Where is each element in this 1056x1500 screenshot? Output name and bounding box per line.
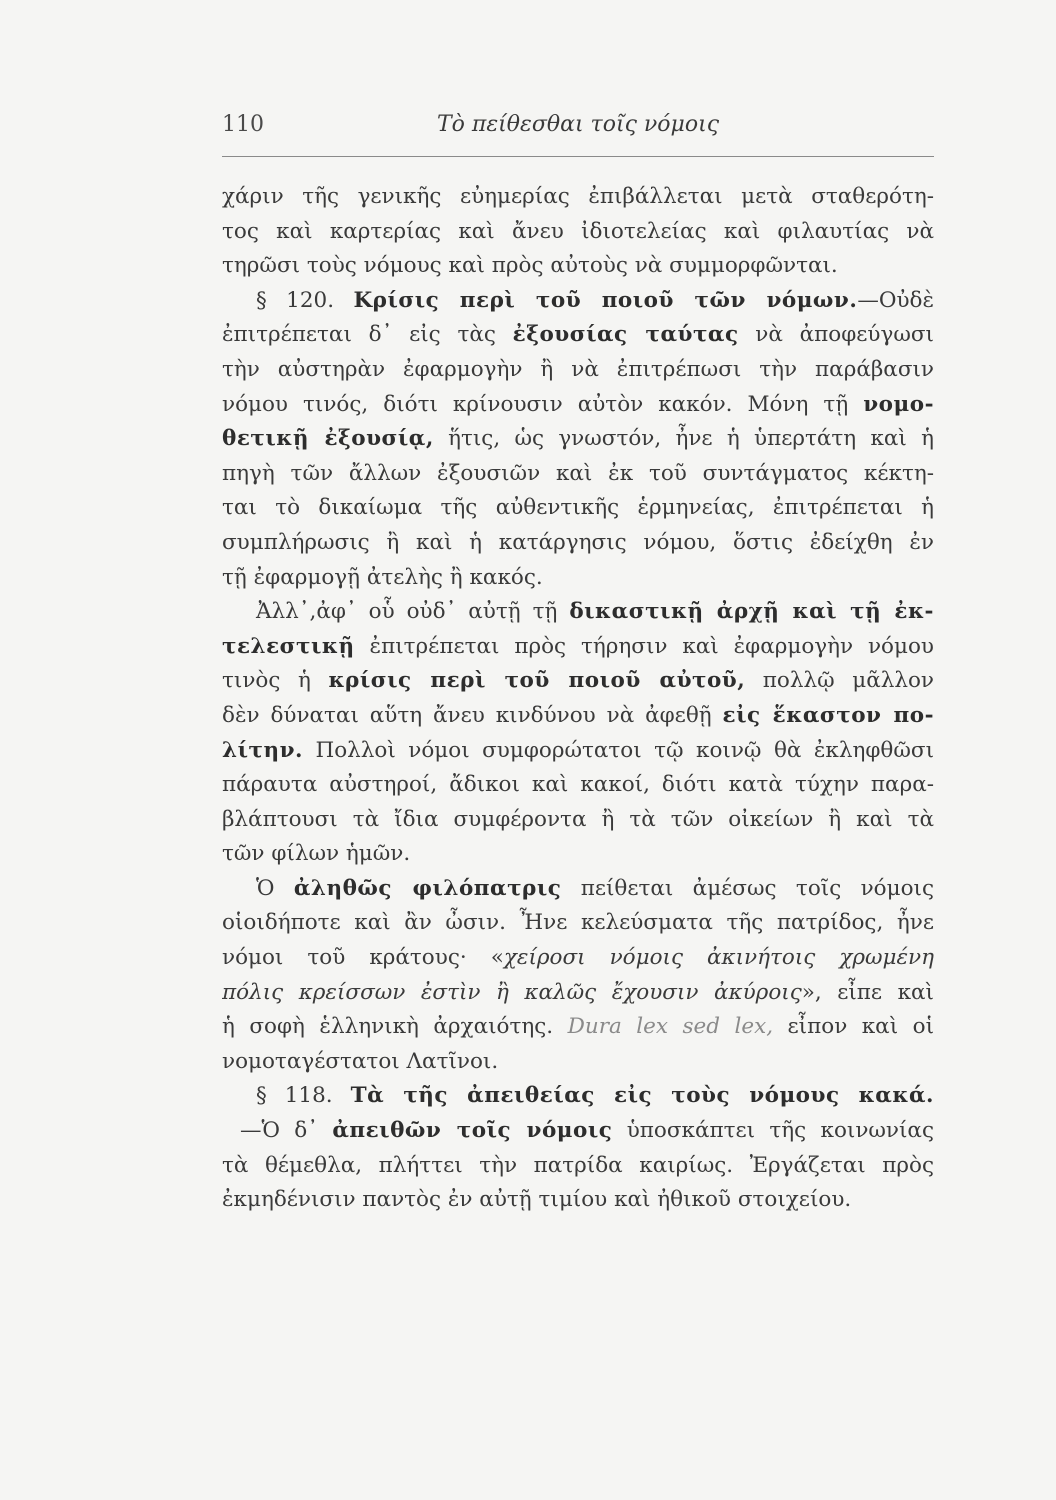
text-line — [222, 976, 934, 1011]
line-text: τηρῶσι τοὺς νόμους καὶ πρὸς αὐτοὺς νὰ συμμορφῶνται. — [222, 253, 838, 279]
italic-text: πόλις κρείσσων ἐστὶν ἢ καλῶς ἔχουσιν ἀκύροις — [222, 979, 802, 1005]
line-text: § 120. — [256, 287, 354, 313]
line-text: ὑποσκάπτει τῆς κοινωνίας — [612, 1118, 934, 1144]
page-header — [222, 112, 934, 157]
text-line — [222, 388, 934, 423]
body-text — [222, 180, 934, 1218]
line-text: νομοταγέστατοι Λατῖνοι. — [222, 1048, 499, 1074]
text-line — [222, 249, 934, 284]
text-line — [222, 595, 934, 630]
line-text: νὰ ἀποφεύγωσι — [738, 322, 934, 348]
line-text: τινὸς ἡ — [222, 668, 329, 694]
text-line — [222, 1010, 934, 1045]
emphasis-text: ἐξουσίας ταύτας — [512, 322, 739, 348]
text-line — [222, 353, 934, 388]
italic-text: χείροσι νόμοις ἀκινήτοις χρωμένη — [503, 945, 934, 971]
text-line — [222, 457, 934, 492]
text-line — [222, 526, 934, 561]
emphasis-text: Κρίσις περὶ τοῦ ποιοῦ τῶν νόμων. — [353, 287, 858, 313]
line-text: —Ὁ δ᾽ — [240, 1118, 333, 1144]
emphasis-text: λίτην. — [222, 737, 303, 763]
text-line — [222, 1183, 934, 1218]
emphasis-text: δικαστικῇ ἀρχῇ καὶ τῇ ἐκ- — [569, 599, 934, 625]
line-text: ἥτις, ὡς γνωστόν, ἦνε ἡ ὑπερτάτη καὶ ἡ — [433, 426, 934, 452]
text-line — [222, 630, 934, 665]
line-text: τὰ θέμεθλα, πλήττει τὴν πατρίδα καιρίως. Ἐργάζεται πρὸς — [222, 1152, 934, 1178]
line-text: νόμοι τοῦ κράτους· « — [222, 945, 504, 971]
text-line — [222, 1079, 934, 1114]
line-text: ἡ σοφὴ ἑλληνικὴ ἀρχαιότης. — [222, 1014, 568, 1040]
text-line — [222, 318, 934, 353]
text-line — [222, 284, 934, 319]
text-line — [222, 734, 934, 769]
text-line — [222, 872, 934, 907]
line-text: », εἶπε καὶ — [801, 979, 934, 1005]
emphasis-text: εἰς ἕκαστον πο- — [722, 702, 934, 728]
line-text: χάριν τῆς γενικῆς εὐημερίας ἐπιβάλλεται μετὰ σταθερότη- — [222, 184, 934, 209]
line-text: —Οὐδὲ — [857, 287, 934, 313]
line-text: ἐκμηδένισιν παντὸς ἐν αὐτῇ τιμίου καὶ ἠθικοῦ στοιχείου. — [222, 1187, 852, 1213]
text-line — [222, 664, 934, 699]
emphasis-text: ἀληθῶς φιλόπατρις — [293, 875, 562, 901]
line-text: εἶπον καὶ οἱ — [773, 1014, 934, 1040]
text-line — [222, 1045, 934, 1080]
emphasis-text: ἀπειθῶν τοῖς νόμοις — [332, 1118, 613, 1144]
emphasis-text: τελεστικῇ — [222, 633, 355, 659]
text-line — [222, 837, 934, 872]
line-text: πάραυτα αὐστηροί, ἄδικοι καὶ κακοί, διότι κατὰ τύχην παρα- — [222, 772, 934, 798]
text-line — [222, 803, 934, 838]
line-text: τος καὶ καρτερίας καὶ ἄνευ ἰδιοτελείας καὶ φιλαυτίας νὰ — [222, 218, 934, 244]
line-text: τὴν αὐστηρὰν ἐφαρμογὴν ἢ νὰ ἐπιτρέπωσι τὴν παράβασιν — [222, 356, 934, 382]
line-text: § 118. — [256, 1083, 351, 1109]
line-text: ἐπιτρέπεται πρὸς τήρησιν καὶ ἐφαρμογὴν νόμου — [354, 633, 934, 659]
line-text: ἐπιτρέπεται δ᾽ εἰς τὰς — [222, 322, 513, 348]
text-line — [222, 422, 934, 457]
line-text: τῇ ἐφαρμογῇ ἀτελὴς ἢ κακός. — [222, 564, 543, 590]
emphasis-text: νομο- — [863, 391, 934, 417]
emphasis-text: κρίσις περὶ τοῦ ποιοῦ αὐτοῦ, — [328, 668, 746, 694]
line-text: δὲν δύναται αὕτη ἄνευ κινδύνου νὰ ἀφεθῇ — [222, 702, 723, 728]
emphasis-text: θετικῇ ἐξουσίᾳ, — [222, 426, 434, 452]
line-text: Ἀλλ᾽,ἀφ᾽ οὗ οὐδ᾽ αὐτῇ τῇ — [256, 599, 570, 625]
line-text: βλάπτουσι τὰ ἴδια συμφέροντα ἢ τὰ τῶν οἰκείων ἢ καὶ τὰ — [222, 806, 934, 832]
line-text: τῶν φίλων ἡμῶν. — [222, 841, 411, 867]
line-text: πείθεται ἀμέσως τοῖς νόμοις — [561, 875, 934, 901]
text-line — [222, 180, 934, 215]
emphasis-text: Τὰ τῆς ἀπειθείας εἰς τοὺς νόμους κακά. — [350, 1083, 934, 1109]
line-text: πολλῷ μᾶλλον — [745, 668, 934, 694]
text-line — [222, 561, 934, 596]
text-line — [222, 1114, 934, 1149]
text-line — [222, 699, 934, 734]
line-text: ται τὸ δικαίωμα τῆς αὐθεντικῆς ἑρμηνείας, ἐπιτρέπεται ἡ — [222, 495, 934, 521]
text-line — [222, 491, 934, 526]
text-line — [222, 906, 934, 941]
text-line — [222, 1149, 934, 1184]
line-text: οἱοιδήποτε καὶ ἂν ὦσιν. Ἦνε κελεύσματα τῆς πατρίδος, ἦνε — [222, 910, 934, 936]
line-text: συμπλήρωσις ἢ καὶ ἡ κατάργησις νόμου, ὅστις ἐδείχθη ἐν — [222, 529, 934, 555]
text-line — [222, 941, 934, 976]
text-line — [222, 215, 934, 250]
line-text: Ὁ — [256, 875, 294, 901]
line-text: πηγὴ τῶν ἄλλων ἐξουσιῶν καὶ ἐκ τοῦ συντάγματος κέκτη- — [222, 460, 934, 486]
italic-text: Dura lex sed lex, — [567, 1014, 774, 1040]
line-text: Πολλοὶ νόμοι συμφορώτατοι τῷ κοινῷ θὰ ἐκληφθῶσι — [302, 737, 934, 763]
running-title: Τὸ πείθεσθαι τοῖς νόμοις — [436, 112, 720, 137]
text-line — [222, 768, 934, 803]
page-number: 110 — [222, 112, 264, 137]
line-text: νόμου τινός, διότι κρίνουσιν αὐτὸν κακόν. Μόνη τῇ — [222, 391, 864, 417]
